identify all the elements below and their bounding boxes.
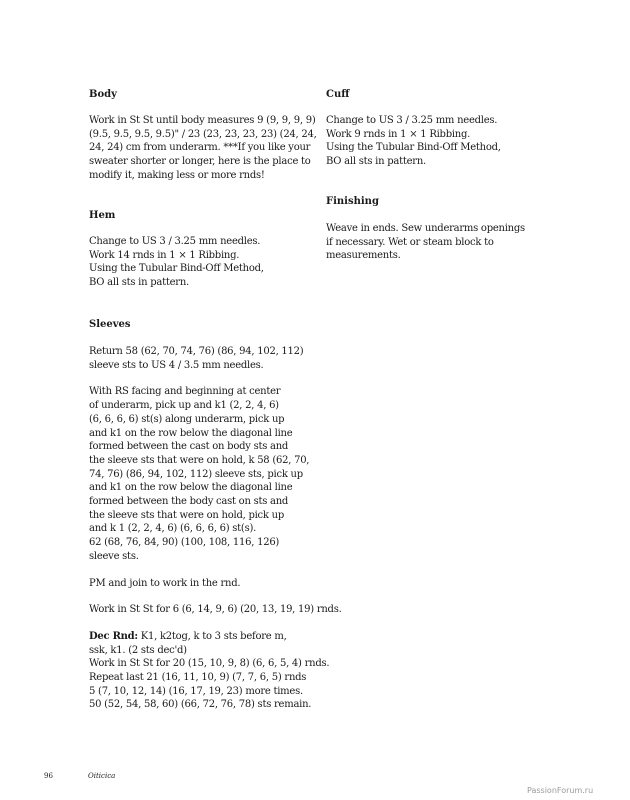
sleeves-paragraph-5 (89, 630, 330, 712)
sleeves-paragraph-1 (89, 345, 319, 372)
text-line: modify it, making less or more rnds! (89, 169, 265, 181)
section-finishing (326, 195, 546, 263)
dec-rnd-text: K1, k2tog, k to 3 sts before m, (137, 630, 287, 642)
text-line: Work 14 rnds in 1 × 1 Ribbing. (89, 249, 240, 261)
text-line: 62 (68, 76, 84, 90) (100, 108, 116, 126) (89, 537, 280, 549)
book-title: Oiticica (88, 772, 116, 780)
text-line: Work in St St for 6 (6, 14, 9, 6) (20, 13, 19, 19) rnds. (89, 604, 342, 616)
text-line: 5 (7, 10, 12, 14) (16, 17, 19, 23) more times. (89, 685, 303, 697)
text-line: sleeve sts. (89, 550, 139, 562)
cuff-paragraph (326, 114, 546, 169)
text-line: and k1 on the row below the diagonal line (89, 427, 293, 439)
text-line: PM and join to work in the rnd. (89, 577, 241, 589)
sleeves-paragraph-3 (89, 577, 319, 591)
section-body (89, 88, 319, 183)
section-title-cuff: Cuff (326, 89, 350, 100)
text-line: Work in St St for 20 (15, 10, 9, 8) (6, 6, 5, 4) rnds. (89, 658, 330, 670)
section-title-body: Body (89, 89, 117, 100)
text-line: (9.5, 9.5, 9.5, 9.5)" / 23 (23, 23, 23, 23) (24, 24, (89, 128, 317, 140)
section-hem (89, 209, 319, 290)
text-line: measurements. (326, 250, 401, 262)
text-line: Change to US 3 / 3.25 mm needles. (326, 115, 498, 126)
text-line: the sleeve sts that were on hold, pick up (89, 509, 284, 521)
hem-paragraph (89, 235, 319, 290)
text-line: sleeve sts to US 4 / 3.5 mm needles. (89, 359, 264, 371)
text-line: 24, 24) cm from underarm. ***If you like your (89, 142, 311, 154)
text-line: With RS facing and beginning at center (89, 386, 281, 398)
text-line: Work 9 rnds in 1 × 1 Ribbing. (326, 128, 471, 140)
text-line (89, 630, 319, 644)
text-line: Work in St St until body measures 9 (9, 9, 9, 9) (89, 115, 316, 126)
text-line: Using the Tubular Bind-Off Method, (89, 263, 264, 275)
watermark: PassionForum.ru (527, 786, 594, 795)
text-line: Weave in ends. Sew underarms openings (326, 223, 525, 234)
section-sleeves (89, 318, 342, 712)
finishing-paragraph (326, 222, 546, 263)
text-line: and k 1 (2, 2, 4, 6) (6, 6, 6, 6) st(s). (89, 523, 257, 535)
text-line: if necessary. Wet or steam block to (326, 236, 494, 248)
text-line: Repeat last 21 (16, 11, 10, 9) (7, 7, 6, 5) rnds (89, 672, 307, 684)
text-line: ssk, k1. (2 sts dec'd) (89, 644, 187, 656)
text-line: Using the Tubular Bind-Off Method, (326, 142, 501, 154)
text-line: sweater shorter or longer, here is the place to (89, 156, 311, 168)
text-line: formed between the cast on body sts and (89, 441, 289, 453)
text-line: BO all sts in pattern. (326, 156, 426, 168)
text-line: and k1 on the row below the diagonal line (89, 482, 293, 494)
text-line: of underarm, pick up and k1 (2, 2, 4, 6) (89, 400, 279, 412)
section-cuff (326, 88, 546, 169)
dec-rnd-label: Dec Rnd: (89, 630, 138, 642)
text-line: Return 58 (62, 70, 74, 76) (86, 94, 102, 112) (89, 346, 304, 357)
sleeves-paragraph-2 (89, 385, 319, 563)
text-line: 50 (52, 54, 58, 60) (66, 72, 76, 78) sts remain. (89, 699, 312, 711)
section-title-finishing: Finishing (326, 196, 379, 207)
body-paragraph (89, 114, 319, 183)
section-title-hem: Hem (89, 210, 116, 221)
text-line: BO all sts in pattern. (89, 277, 189, 289)
sleeves-paragraph-4 (89, 603, 342, 617)
section-title-sleeves: Sleeves (89, 319, 131, 330)
text-line: formed between the body cast on sts and (89, 496, 289, 508)
text-line: Change to US 3 / 3.25 mm needles. (89, 236, 261, 247)
text-line: 74, 76) (86, 94, 102, 112) sleeve sts, pick up (89, 468, 303, 480)
page-number: 96 (44, 772, 53, 780)
text-line: the sleeve sts that were on hold, k 58 (62, 70, (89, 454, 310, 466)
text-line: (6, 6, 6, 6) st(s) along underarm, pick up (89, 413, 285, 425)
